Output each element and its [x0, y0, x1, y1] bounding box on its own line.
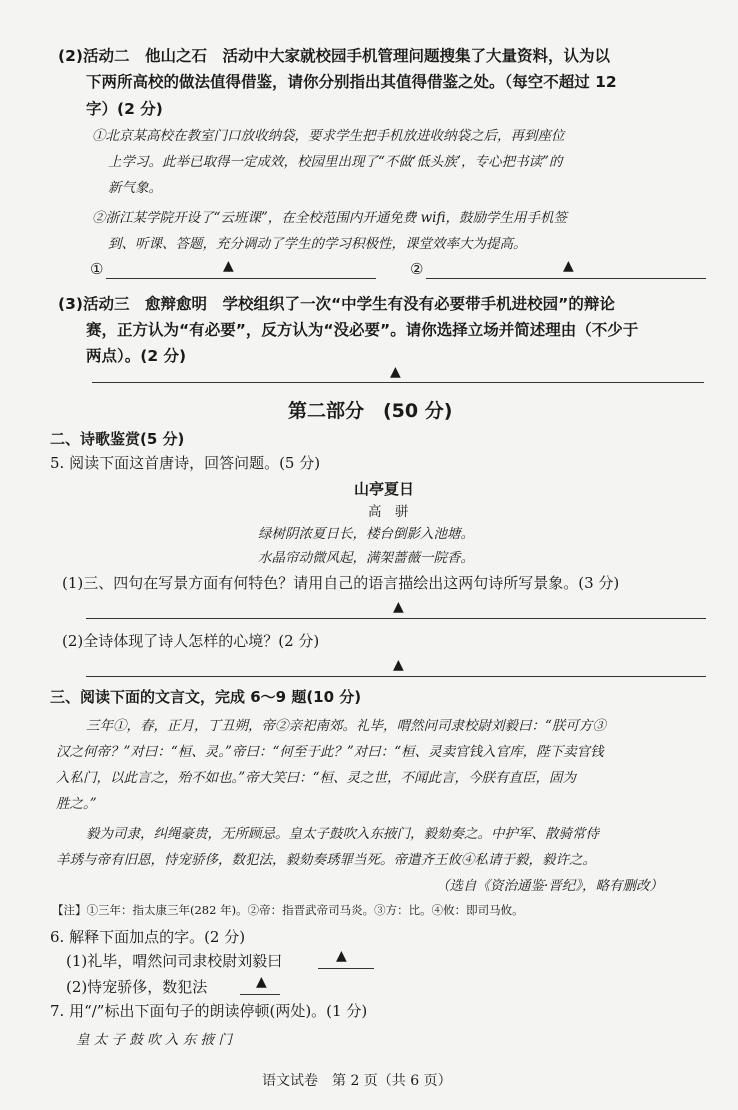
answer-line-2 [426, 278, 706, 279]
q6-prompt: 6. 解释下面加点的字。(2 分) [50, 928, 246, 946]
poem-author: 高 骈 [368, 504, 409, 520]
q7-sentence: 皇 太 子 鼓 吹 入 东 掖 门 [76, 1032, 232, 1048]
poem-line-1: 绿树阴浓夏日长，楼台倒影入池塘。 [258, 526, 474, 542]
material1-line2: 上学习。此举已取得一定成效，校园里出现了“不做‘低头族’，专心把书读”的 [108, 154, 563, 170]
answer-marker: ▲ [256, 974, 267, 990]
part2-title: 第二部分 (50 分) [288, 400, 453, 422]
q5-prompt: 5. 阅读下面这首唐诗，回答问题。(5 分) [50, 454, 321, 472]
q5-sub2: (2)全诗体现了诗人怎样的心境？(2 分) [62, 632, 320, 650]
passage-p2-line2: 羊琇与帝有旧恩，恃宠骄侈，数犯法，毅劾奏琇罪当死。帝遣齐王攸④私请于毅，毅许之。 [56, 852, 596, 868]
q6-item1: (1)礼毕，喟然问司隶校尉刘毅曰 [66, 952, 283, 970]
passage-p1-line2: 汉之何帝？”对曰：“桓、灵。”帝曰：“何至于此？”对曰：“桓、灵卖官钱入官库，陛下卖官钱 [56, 744, 604, 760]
q2-line1: (2)活动二 他山之石 活动中大家就校园手机管理问题搜集了大量资料，认为以 [58, 47, 610, 65]
answer-marker: ▲ [390, 364, 401, 380]
answer-marker: ▲ [563, 258, 574, 274]
answer-line-1 [106, 278, 376, 279]
answer-marker: ▲ [393, 657, 404, 673]
q3-line2: 赛，正方认为“有必要”，反方认为“没必要”。请你选择立场并简述理由（不少于 [86, 321, 639, 339]
material2-line1: ②浙江某学院开设了“云班课”，在全校范围内开通免费 wifi，鼓励学生用手机签 [92, 210, 567, 226]
blank-label-2: ② [410, 260, 424, 278]
answer-marker: ▲ [223, 258, 234, 274]
page-footer: 语文试卷 第 2 页（共 6 页） [262, 1073, 452, 1089]
material1-line1: ①北京某高校在教室门口放收纳袋，要求学生把手机放进收纳袋之后，再到座位 [92, 128, 565, 144]
passage-source: （选自《资治通鉴·晋纪》，略有删改） [436, 878, 664, 894]
material1-line3: 新气象。 [108, 180, 162, 196]
passage-p2-line1: 毅为司隶，纠绳豪贵，无所顾忌。皇太子鼓吹入东掖门，毅劾奏之。中护军、散骑常侍 [86, 826, 599, 842]
answer-line-q3 [92, 382, 704, 383]
answer-line-q5-2 [86, 676, 706, 677]
answer-line-q6-2 [240, 994, 280, 995]
q3-line3: 两点）。(2 分) [86, 347, 187, 365]
answer-line-q6-1 [318, 968, 374, 969]
q6-item2: (2)恃宠骄侈，数犯法 [66, 978, 208, 996]
q2-line3: 字）(2 分) [86, 100, 163, 118]
answer-marker: ▲ [336, 948, 347, 964]
q2-line2: 下两所高校的做法值得借鉴，请你分别指出其值得借鉴之处。（每空不超过 12 [86, 73, 617, 91]
q5-sub1: (1)三、四句在写景方面有何特色？请用自己的语言描绘出这两句诗所写景象。(3 分) [62, 574, 620, 592]
answer-line-q5-1 [86, 618, 706, 619]
q3-line1: (3)活动三 愈辩愈明 学校组织了一次“中学生有没有必要带手机进校园”的辩论 [58, 295, 615, 313]
passage-p1-line4: 胜之。” [56, 796, 97, 812]
blank-label-1: ① [90, 260, 104, 278]
q7-prompt: 7. 用“/”标出下面句子的朗读停顿(两处)。(1 分) [50, 1002, 368, 1020]
poem-line-2: 水晶帘动微风起，满架蔷薇一院香。 [258, 550, 474, 566]
material2-line2: 到、听课、答题，充分调动了学生的学习积极性，课堂效率大为提高。 [108, 236, 527, 252]
passage-p1-line3: 入私门，以此言之，殆不如也。”帝大笑曰：“桓、灵之世，不闻此言，今朕有直臣，固为 [56, 770, 577, 786]
poem-title: 山亭夏日 [354, 480, 415, 498]
passage-note: 【注】①三年：指太康三年(282 年)。②帝：指晋武帝司马炎。③方：比。④攸：即司马攸。 [52, 903, 524, 917]
answer-marker: ▲ [393, 599, 404, 615]
section3-title: 三、阅读下面的文言文，完成 6～9 题(10 分) [50, 688, 362, 706]
section2-title: 二、诗歌鉴赏(5 分) [50, 430, 185, 448]
passage-p1-line1: 三年①，春，正月，丁丑朔，帝②亲祀南郊。礼毕，喟然问司隶校尉刘毅曰：“朕可方③ [86, 718, 606, 734]
